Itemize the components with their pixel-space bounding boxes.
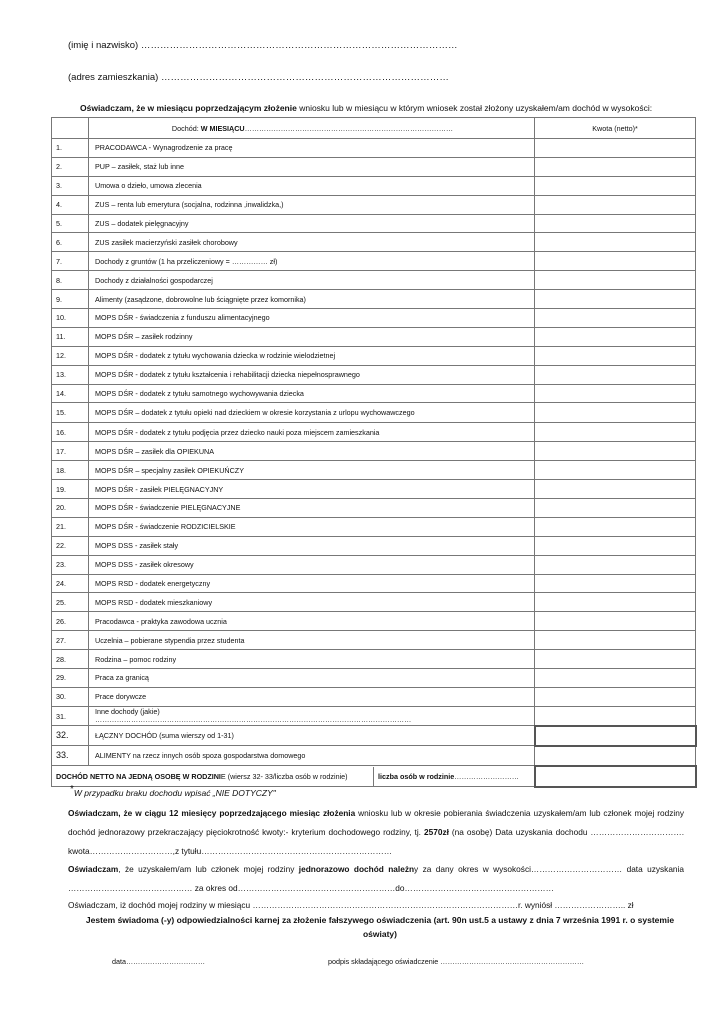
row-number: 17.	[52, 442, 89, 461]
one-time-income-statement	[68, 804, 684, 861]
row-label: Rodzina – pomoc rodziny	[89, 650, 535, 669]
row-amount-input[interactable]	[535, 612, 696, 631]
net-per-person-rest: E (wiersz 32- 33/liczba osób w rodzinie)	[220, 771, 348, 781]
para3-text: Oświadczam, iż dochód mojej rodziny w miesiącu ……………………………………………………………………………………r. wyniósł …………………….. zł	[68, 900, 634, 910]
row-label: MOPS DŚR - dodatek z tytułu podjęcia przez dziecko nauki poza miejscem zamieszkania	[89, 423, 535, 442]
row-number: 18.	[52, 461, 89, 480]
one-time-due-income-statement	[68, 860, 684, 898]
row-label: ZUS – renta lub emerytura (socjalna, rodzinna ,inwalidzka,)	[89, 195, 535, 214]
row-label: Uczelnia – pobierane stypendia przez studenta	[89, 631, 535, 650]
table-header-row	[52, 118, 696, 139]
row-number: 11.	[52, 327, 89, 346]
table-row	[52, 555, 696, 574]
row-label: MOPS DŚR – specjalny zasiłek OPIEKUŃCZY	[89, 461, 535, 480]
table-row	[52, 442, 696, 461]
persons-count-label: liczba osób w rodzinie	[378, 771, 455, 781]
header-desc-dots: ……………………………………………………………………………	[244, 123, 454, 133]
table-row	[52, 309, 696, 328]
table-row	[52, 403, 696, 423]
row-amount-input[interactable]	[535, 403, 696, 423]
row-amount-input[interactable]	[535, 461, 696, 480]
row-number: 27.	[52, 631, 89, 650]
row-amount-input[interactable]	[535, 480, 696, 499]
table-row	[52, 612, 696, 631]
row-number: 32.	[52, 726, 89, 746]
row-label: Praca za granicą	[89, 669, 535, 688]
row-label	[89, 706, 535, 725]
row-amount-input[interactable]	[535, 327, 696, 346]
row-label: Umowa o dzieło, umowa zlecenia	[89, 176, 535, 195]
para2-bold2: jednorazowo dochód należn	[298, 864, 415, 874]
row-number: 24.	[52, 574, 89, 593]
row-amount-input[interactable]	[535, 233, 696, 252]
row-number: 19.	[52, 480, 89, 499]
row-label: MOPS DŚR - świadczenia z funduszu alimentacyjnego	[89, 309, 535, 328]
row-number: 33.	[52, 746, 89, 766]
header-desc-prefix: Dochód:	[171, 123, 201, 133]
row-label: MOPS DŚR - dodatek z tytułu samotnego wychowywania dziecka	[89, 384, 535, 403]
row-number: 12.	[52, 346, 89, 365]
row-amount-input[interactable]	[535, 574, 696, 593]
net-per-person-split	[52, 767, 534, 786]
table-row	[52, 290, 696, 309]
date-field[interactable]: data……………………………	[112, 957, 206, 966]
table-row	[52, 233, 696, 252]
footnote-text: W przypadku braku dochodu wpisać „NIE DOTYCZY"	[73, 787, 276, 798]
row-label: Dochody z gruntów (1 ha przeliczeniowy = …………… zł)	[89, 252, 535, 271]
row-label: MOPS DSS - zasiłek okresowy	[89, 555, 535, 574]
row-number: 9.	[52, 290, 89, 309]
row-label: PUP – zasiłek, staż lub inne	[89, 157, 535, 176]
row-amount-input[interactable]	[535, 195, 696, 214]
row-amount-input[interactable]	[535, 157, 696, 176]
name-dots: ………………………………………………………………………………………	[140, 40, 458, 51]
other-income-dots: ……………………………………………………………………………………………………………………	[95, 715, 412, 725]
row-number: 16.	[52, 423, 89, 442]
row-number: 4.	[52, 195, 89, 214]
row-number: 1.	[52, 139, 89, 158]
table-row	[52, 176, 696, 195]
row-label: MOPS DŚR – zasiłek dla OPIEKUNA	[89, 442, 535, 461]
row-label: MOPS DŚR – zasiłek rodzinny	[89, 327, 535, 346]
row-number: 21.	[52, 517, 89, 536]
row-number: 8.	[52, 271, 89, 290]
row-label: ŁĄCZNY DOCHÓD (suma wierszy od 1-31)	[89, 726, 535, 746]
row-amount-input[interactable]	[535, 309, 696, 328]
row-amount-input[interactable]	[535, 499, 696, 518]
address-field[interactable]	[68, 72, 449, 83]
declaration-heading-bold: Oświadczam, że w miesiącu poprzedzającym złożenie	[80, 103, 297, 113]
declaration-heading	[80, 103, 652, 113]
name-field[interactable]	[68, 40, 458, 51]
row-label: MOPS DŚR - dodatek z tytułu wychowania dziecka w rodzinie wielodzietnej	[89, 346, 535, 365]
row-label: MOPS DŚR - zasiłek PIELĘGNACYJNY	[89, 480, 535, 499]
row-amount-input[interactable]	[535, 631, 696, 650]
table-row	[52, 593, 696, 612]
row-number: 7.	[52, 252, 89, 271]
row-number: 23.	[52, 555, 89, 574]
table-row	[52, 499, 696, 518]
row-amount-input[interactable]	[535, 384, 696, 403]
table-row	[52, 536, 696, 555]
row-amount-input[interactable]	[535, 687, 696, 706]
row-number: 2.	[52, 157, 89, 176]
para2-text1: , że uzyskałem/am lub członek mojej rodziny	[118, 864, 299, 874]
net-per-person-input[interactable]	[535, 766, 696, 787]
para1-bold: Oświadczam, że w ciągu 12 miesięcy poprzedzającego miesiąc złożenia	[68, 808, 356, 818]
row-label: Prace dorywcze	[89, 687, 535, 706]
name-label: (imię i nazwisko)	[68, 40, 139, 51]
table-row	[52, 650, 696, 669]
row-amount-input[interactable]	[535, 706, 696, 725]
table-row-total	[52, 726, 696, 746]
row-amount-input[interactable]	[535, 365, 696, 384]
legal-notice: Jestem świadoma (-y) odpowiedzialności karnej za złożenie fałszywego oświadczenia (art. 90n ust.5 a ustawy z dnia 7 września 1991 r. o systemie oświaty)	[85, 915, 675, 939]
row-amount-input[interactable]	[535, 290, 696, 309]
persons-count-field[interactable]	[374, 767, 519, 786]
row-label: MOPS DSS - zasiłek stały	[89, 536, 535, 555]
row-number: 20.	[52, 499, 89, 518]
row-amount-input[interactable]	[535, 517, 696, 536]
table-row	[52, 139, 696, 158]
row-number: 22.	[52, 536, 89, 555]
row-amount-input[interactable]	[535, 271, 696, 290]
row-label: Dochody z działalności gospodarczej	[89, 271, 535, 290]
row-label: PRACODAWCA - Wynagrodzenie za pracę	[89, 139, 535, 158]
table-row	[52, 384, 696, 403]
footnote	[70, 784, 276, 798]
income-table	[51, 117, 697, 788]
row-number: 14.	[52, 384, 89, 403]
row-amount-input[interactable]	[535, 346, 696, 365]
row-label: ZUS zasiłek macierzyński zasiłek chorobowy	[89, 233, 535, 252]
header-desc-bold: W MIESIĄCU	[200, 123, 245, 133]
net-per-person-text	[52, 767, 374, 786]
other-income-label: Inne dochody (jakie)	[95, 707, 160, 717]
row-number: 25.	[52, 593, 89, 612]
row-amount-input[interactable]	[535, 650, 696, 669]
row-amount-input[interactable]	[535, 214, 696, 233]
row-label: MOPS RSD - dodatek energetyczny	[89, 574, 535, 593]
row-label: MOPS RSD - dodatek mieszkaniowy	[89, 593, 535, 612]
row-label: Alimenty (zasądzone, dobrowolne lub ściągnięte przez komornika)	[89, 290, 535, 309]
address-label: (adres zamieszkania)	[68, 72, 159, 83]
row-label: MOPS DŚR - dodatek z tytułu kształcenia i rehabilitacji dziecka niepełnosprawnego	[89, 365, 535, 384]
table-row-other-income	[52, 706, 696, 725]
table-row	[52, 365, 696, 384]
row-label: MOPS DŚR - świadczenie PIELĘGNACYJNE	[89, 499, 535, 518]
row-number: 10.	[52, 309, 89, 328]
row-amount-input[interactable]	[535, 176, 696, 195]
table-row	[52, 327, 696, 346]
table-row	[52, 157, 696, 176]
row-amount-input[interactable]	[535, 423, 696, 442]
alimony-paid-input[interactable]	[535, 746, 696, 766]
declaration-heading-rest: wniosku lub w miesiącu w którym wniosek został złożony uzyskałem/am dochód w wysokości:	[296, 103, 653, 113]
table-row	[52, 346, 696, 365]
header-desc-cell	[89, 118, 535, 139]
row-number: 31.	[52, 706, 89, 725]
row-number: 6.	[52, 233, 89, 252]
para1-amount: 2570zł	[423, 827, 449, 837]
table-row	[52, 252, 696, 271]
row-number: 13.	[52, 365, 89, 384]
table-row-alimony-paid	[52, 746, 696, 766]
para1-text2: (na osobę) Data uzyskania dochodu ……………………………. kwota…………………………,z tytułu……………………………………………………………	[68, 827, 684, 856]
row-number: 15.	[52, 403, 89, 423]
table-row	[52, 687, 696, 706]
row-label: ALIMENTY na rzecz innych osób spoza gospodarstwa domowego	[89, 746, 535, 766]
footnote-mark: *	[70, 784, 74, 795]
total-income-input[interactable]	[535, 726, 696, 746]
table-row	[52, 423, 696, 442]
net-per-person-bold: DOCHÓD NETTO NA JEDNĄ OSOBĘ W RODZINI	[56, 771, 221, 781]
row-amount-input[interactable]	[535, 593, 696, 612]
row-amount-input[interactable]	[535, 252, 696, 271]
header-amount-cell: Kwota (netto)*	[535, 118, 696, 139]
table-row	[52, 461, 696, 480]
row-amount-input[interactable]	[535, 555, 696, 574]
row-number: 26.	[52, 612, 89, 631]
row-label: Pracodawca - praktyka zawodowa ucznia	[89, 612, 535, 631]
signature-field[interactable]: podpis składającego oświadczenie ……………………………………………………	[328, 957, 585, 966]
table-row	[52, 669, 696, 688]
table-row	[52, 214, 696, 233]
row-amount-input[interactable]	[535, 536, 696, 555]
row-number: 30.	[52, 687, 89, 706]
row-amount-input[interactable]	[535, 442, 696, 461]
row-label: ZUS – dodatek pielęgnacyjny	[89, 214, 535, 233]
table-row	[52, 195, 696, 214]
row-amount-input[interactable]	[535, 139, 696, 158]
table-row	[52, 517, 696, 536]
row-number: 5.	[52, 214, 89, 233]
table-row	[52, 631, 696, 650]
table-row	[52, 480, 696, 499]
table-row	[52, 271, 696, 290]
row-number: 28.	[52, 650, 89, 669]
row-amount-input[interactable]	[535, 669, 696, 688]
para1-text1: wniosku lub w okresie pobierania świadczenia uzyskałem/am lub członek mojej rodziny dochód jednorazowy przekraczający pięciokrotność kwoty:- kryterium dochodowego rodziny, tj.	[68, 808, 684, 837]
para2-text2: y za dany okres w wysokości…………………………… data uzyskania ……………………………………… za okres od…………………………………………………do………………………………………………	[68, 864, 684, 893]
row-number: 29.	[52, 669, 89, 688]
header-num-cell	[52, 118, 89, 139]
persons-count-dots: ………………………	[454, 771, 519, 781]
para2-bold1: Oświadczam	[68, 864, 119, 874]
table-row	[52, 574, 696, 593]
address-dots: ………………………………………………………………………………	[160, 72, 449, 83]
row-label: MOPS DŚR – dodatek z tytułu opieki nad dzieckiem w okresie korzystania z urlopu wychowawczego	[89, 403, 535, 423]
row-label: MOPS DŚR - świadczenie RODZICIELSKIE	[89, 517, 535, 536]
row-number: 3.	[52, 176, 89, 195]
